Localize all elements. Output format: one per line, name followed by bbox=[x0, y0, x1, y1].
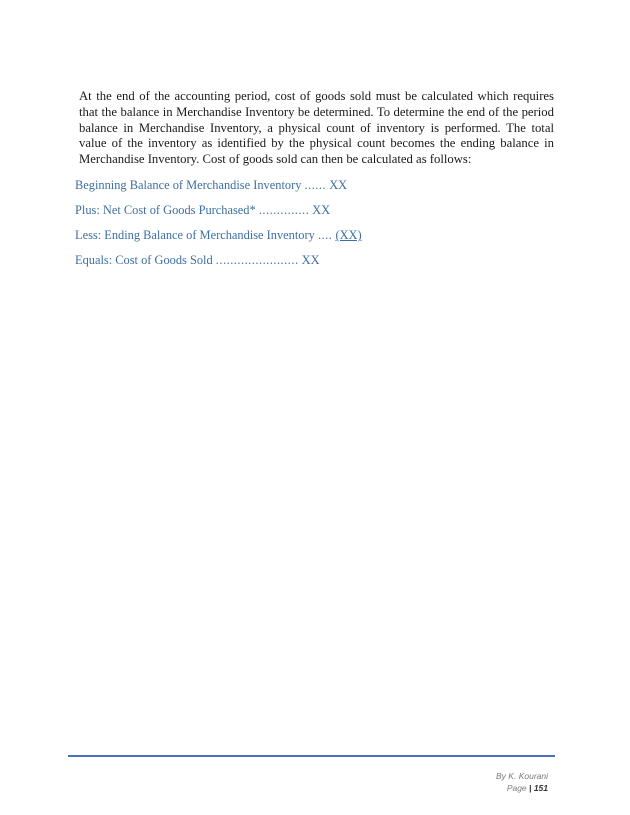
cogs-line-value: XX bbox=[312, 203, 331, 217]
footer-page-number bbox=[507, 783, 548, 793]
cogs-line-leader: .............. bbox=[258, 203, 310, 217]
page-label: Page bbox=[506, 783, 527, 793]
intro-paragraph: At the end of the accounting period, cost of goods sold must be calculated which requires that the balance in Merchandise Inventory be determined. To determine the end of the period balance in Merchandise Inventory, a physical count of inventory is performed. The total value of the inventory as identified by the physical count becomes the ending balance in Merchandise Inventory. Cost of goods sold can then be calculated as follows: bbox=[79, 89, 554, 167]
cogs-line-label: Plus: Net Cost of Goods Purchased* bbox=[75, 203, 256, 217]
cogs-line-value: XX bbox=[301, 253, 320, 267]
footer-divider bbox=[68, 755, 555, 757]
cogs-line-ending-balance bbox=[75, 227, 362, 243]
cogs-line-value: (XX) bbox=[335, 228, 362, 242]
cogs-line-cost-of-goods-sold bbox=[75, 252, 320, 268]
cogs-line-value: XX bbox=[329, 178, 348, 192]
cogs-line-leader: .... bbox=[317, 228, 333, 242]
cogs-line-leader: ....................... bbox=[215, 253, 299, 267]
cogs-line-net-purchases bbox=[75, 202, 330, 218]
cogs-line-beginning-balance bbox=[75, 177, 347, 193]
cogs-line-leader: ...... bbox=[304, 178, 327, 192]
footer-author: By K. Kourani bbox=[496, 771, 548, 781]
page-separator: | bbox=[529, 783, 532, 793]
cogs-line-label: Less: Ending Balance of Merchandise Inventory bbox=[75, 228, 315, 242]
cogs-line-label: Equals: Cost of Goods Sold bbox=[75, 253, 213, 267]
page-number: 151 bbox=[533, 783, 548, 793]
cogs-line-label: Beginning Balance of Merchandise Inventory bbox=[75, 178, 302, 192]
